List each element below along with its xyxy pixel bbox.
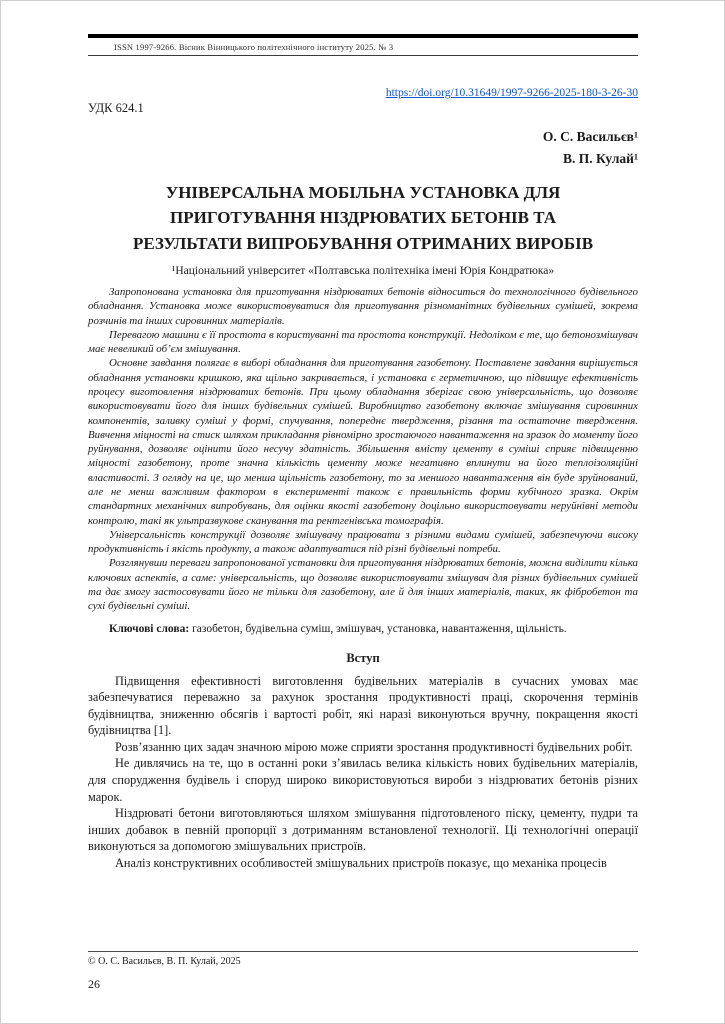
body-paragraph: Не дивлячись на те, що в останні роки з’явилась велика кількість нових будівельних матеріалів, для спорудження будівель і споруд широко використовуються вироби з ніздрюватих бетонів різних марок. — [88, 756, 638, 804]
page-content — [1, 1, 724, 872]
abstract — [88, 285, 638, 613]
paper-title-line: УНІВЕРСАЛЬНА МОБІЛЬНА УСТАНОВКА ДЛЯ — [165, 182, 561, 202]
intro-body — [88, 673, 638, 872]
keywords-line — [88, 623, 638, 635]
body-paragraph: Аналіз конструктивних особливостей змішувальних пристроїв показує, що механіка процесів — [115, 856, 607, 871]
affiliation: ¹Національний університет «Полтавська політехніка імені Юрія Кондратюка» — [171, 265, 555, 278]
copyright-line: © О. С. Васильєв, В. П. Кулай, 2025 — [88, 956, 241, 967]
abstract-paragraph: Перевагою машини є її простота в користуванні та простота конструкції. Недоліком є те, що бетонозмішувач має невеликий об’єм змішування. — [88, 328, 638, 356]
author-name: О. С. Васильєв¹ — [542, 129, 638, 144]
authors-block — [88, 126, 638, 171]
udc-label: УДК 624.1 — [88, 101, 144, 115]
abstract-paragraph: Основне завдання полягає в виборі обладнання для приготування газобетону. Поставлене завдання вирішується обладнання установки кришкою, яка щільно закривається, і установка є герметичною, що підвищує ефективність процесу виготовлення ніздрюватих бетонів. При цьому обладнання зберігає свою універсальність, що дозволяє використовувати його для інших будівельних сумішей. Виробництво газобетону включає змішування сировинних компонентів, заливку суміші у формі, спучування, попереднє твердження, різання та остаточне твердження. Вивчення міцності на стиск шляхом прикладання рівномірно зростаючого навантаження на зразок до моменту його руйнування, дозволяє оцінити його несучу здатність. Збільшення вмісту цементу в суміші сприяє підвищенню міцності газобетону, проте значна кількість цементу може негативно вплинути на його теплоізоляційні властивості. З огляду на це, що менша щільність газобетону, то за меншого навантаження він буде зруйнований, але не менш важливим фактором в експерименті також є правильність форми кубічного зразка. Окрім стандартних механічних випробувань, для оцінки якості газобетону доцільно використовувати неруйнівні методи контролю, такі як ультразвукове сканування та рентгенівська томографія. — [88, 357, 638, 527]
body-paragraph: Розв’язанню цих задач значною мірою може сприяти зростання продуктивності будівельних робіт. — [115, 739, 633, 754]
page-footer — [88, 951, 638, 967]
paper-title-line: РЕЗУЛЬТАТИ ВИПРОБУВАННЯ ОТРИМАНИХ ВИРОБІВ — [132, 233, 594, 253]
paper-title-line: ПРИГОТУВАННЯ НІЗДРЮВАТИХ БЕТОНІВ ТА — [169, 208, 557, 228]
keywords-label: Ключові слова: — [109, 622, 190, 635]
body-paragraph: Ніздрюваті бетони виготовляються шляхом змішування підготовленого піску, цементу, пудри та інших добавок в певній пропорції з дотриманням встановленої технології. Ці технологічні операції виконуються за допомогою змішувальних пристроїв. — [88, 806, 638, 854]
footer-rule — [88, 951, 638, 952]
top-rule — [88, 34, 638, 38]
doi-link[interactable]: https://doi.org/10.31649/1997-9266-2025-180-3-26-30 — [385, 87, 638, 99]
header-rule — [88, 55, 638, 56]
page-number: 26 — [88, 977, 100, 991]
author-name: В. П. Кулай¹ — [562, 151, 638, 167]
section-heading-intro: Вступ — [346, 650, 380, 665]
abstract-paragraph: Універсальність конструкції дозволяє змішувачу працювати з різними видами сумішей, забезпечуючи високу продуктивність і якість продукту, а також адаптуватися під різні будівельні потреби. — [88, 528, 638, 556]
body-paragraph: Підвищення ефективності виготовлення будівельних матеріалів в сучасних умовах має забезпечуватися переважно за рахунок зростання продуктивності праці, скорочення термінів будівництва, зниженню обсягів і вартості робіт, які наразі виконуються вручну, покращення якості будівництва [1]. — [88, 673, 638, 738]
abstract-paragraph: Запропонована установка для приготування ніздрюватих бетонів відноситься до технологічного будівельного обладнання. Установка може використовуватися для приготування різноманітних будівельних сумішей, зокрема розчинів та інших сировинних матеріалів. — [88, 286, 638, 327]
abstract-paragraph: Розглянувши переваги запропонованої установки для приготування ніздрюватих бетонів, можна виділити кілька ключових аспектів, а саме: універсальність, що дозволяє використовувати змішувач для різних будівельних сумішей та дає змогу застосовувати його не тільки для газобетону, але й для інших матеріалів, таких, як фібробетон та сухі будівельні суміші. — [88, 557, 638, 613]
paper-title — [88, 180, 638, 257]
journal-running-head: ISSN 1997-9266. Вісник Вінницького політехнічного інституту 2025. № 3 — [114, 42, 394, 52]
doi-row — [88, 87, 638, 99]
keywords-text: газобетон, будівельна суміш, змішувач, установка, навантаження, щільність. — [189, 622, 567, 635]
